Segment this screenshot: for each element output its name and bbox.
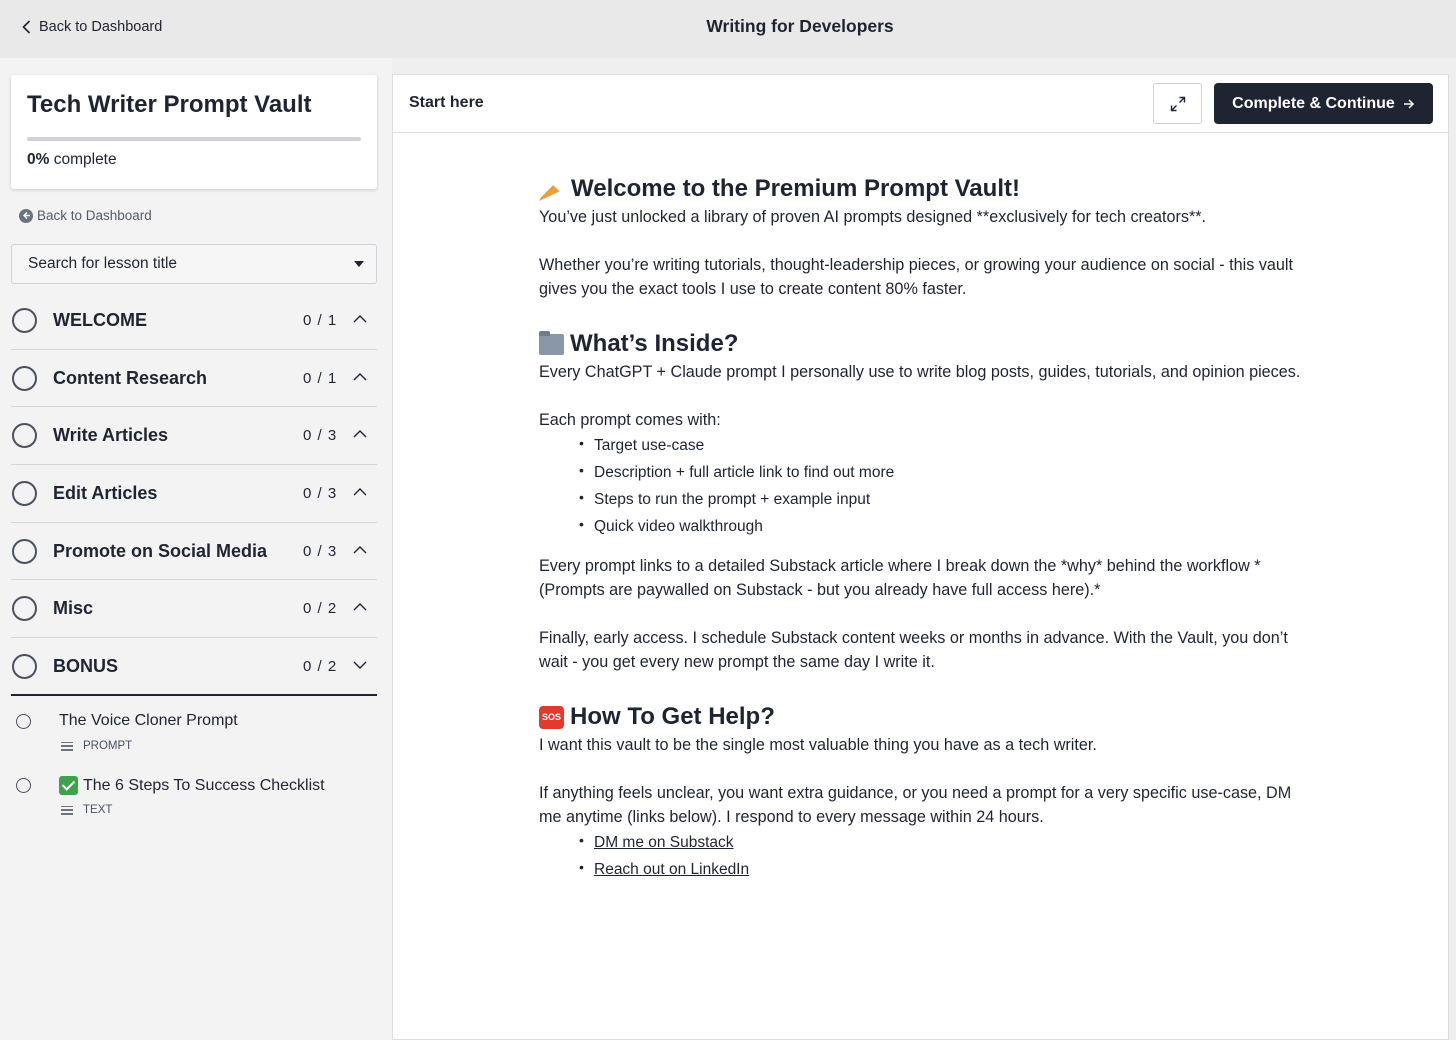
- chevron-up-icon[interactable]: [352, 601, 368, 613]
- lesson-search-placeholder: Search for lesson title: [28, 255, 178, 272]
- sos-icon: SOS: [539, 706, 564, 729]
- lesson-title: [59, 712, 238, 730]
- progress-percent: 0%: [27, 151, 50, 168]
- paragraph-intro: You’ve just unlocked a library of proven AI prompts designed **exclusively for tech creators**.: [539, 208, 1207, 226]
- chapter-count: 0 / 2: [303, 658, 338, 676]
- chapter-promote-on-social-media[interactable]: [11, 523, 377, 581]
- list-item: [579, 856, 1309, 883]
- chapter-count: 0 / 1: [303, 369, 338, 387]
- chapter-status-circle-icon: [12, 366, 37, 391]
- lesson-title-text: The 6 Steps To Success Checklist: [83, 776, 325, 794]
- heading-how-to-get-help: [539, 701, 1309, 733]
- list-item: • Steps to run the prompt + example input: [579, 486, 1309, 513]
- chapter-title: Misc: [53, 598, 94, 619]
- lesson-status-circle-icon: [16, 778, 31, 793]
- lesson-voice-cloner-prompt[interactable]: [11, 698, 377, 762]
- chapter-list: [11, 292, 377, 696]
- chapter-status-circle-icon: [12, 539, 37, 564]
- feature-list: [579, 432, 1309, 540]
- chevron-down-icon[interactable]: [352, 659, 368, 671]
- progress-text: [27, 151, 117, 169]
- check-mark-emoji-icon: [59, 776, 78, 795]
- lesson-type: [61, 740, 132, 752]
- lesson-title: [59, 776, 325, 795]
- chapter-edit-articles[interactable]: [11, 465, 377, 523]
- expand-icon: [1169, 95, 1187, 113]
- lesson-type-label: PROMPT: [83, 740, 133, 752]
- dm-substack-link[interactable]: DM me on Substack: [594, 834, 734, 851]
- chevron-up-icon[interactable]: [352, 544, 368, 556]
- chapter-misc[interactable]: [11, 580, 377, 638]
- chapter-status-circle-icon: [12, 423, 37, 448]
- lesson-list: [11, 698, 377, 826]
- paragraph-every-prompt: Every ChatGPT + Claude prompt I personally use to write blog posts, guides, tutorials, and opinion pieces.: [539, 363, 1301, 381]
- chapter-status-circle-icon: [12, 654, 37, 679]
- top-back-label: Back to Dashboard: [39, 19, 163, 35]
- chapter-title: Edit Articles: [53, 483, 158, 504]
- list-item: • Quick video walkthrough: [579, 513, 1309, 540]
- lesson-6-steps-checklist[interactable]: [11, 762, 377, 826]
- list-item: • Description + full article link to find out more: [579, 459, 1309, 486]
- paragraph-whether: Whether you’re writing tutorials, thought-leadership pieces, or growing your audience on social - this vault gives you the exact tools I use to create content 80% faster.: [539, 256, 1294, 298]
- chevron-up-icon[interactable]: [352, 486, 368, 498]
- lesson-panel: [392, 74, 1449, 1040]
- chapter-status-circle-icon: [12, 308, 37, 333]
- paragraph-each-prompt: Each prompt comes with:: [539, 411, 721, 429]
- chevron-up-icon[interactable]: [352, 313, 368, 325]
- list-item: • Target use-case: [579, 432, 1309, 459]
- heading-welcome: [539, 173, 1309, 205]
- chapter-count: 0 / 3: [303, 485, 338, 503]
- lesson-header: [393, 75, 1450, 133]
- chapter-content-research[interactable]: [11, 350, 377, 408]
- fullscreen-button[interactable]: [1153, 83, 1202, 124]
- progress-bar: [27, 137, 361, 141]
- sidebar-back-label: Back to Dashboard: [37, 208, 152, 223]
- paragraph-early-access: Finally, early access. I schedule Substack content weeks or months in advance. With the Vault, you don’t wait - you get every new prompt the same day I write it.: [539, 629, 1288, 671]
- lesson-content: [539, 173, 1309, 883]
- chapter-bonus[interactable]: [11, 638, 377, 696]
- text-lines-icon: [61, 806, 73, 815]
- lesson-type: [61, 804, 112, 816]
- heading-whats-inside: [539, 328, 1309, 360]
- paragraph-most-valuable: I want this vault to be the single most valuable thing you have as a tech writer.: [539, 736, 1097, 754]
- chevron-up-icon[interactable]: [352, 371, 368, 383]
- chapter-title: Write Articles: [53, 425, 169, 446]
- complete-button-label: Complete & Continue: [1232, 94, 1395, 112]
- progress-suffix: complete: [53, 151, 117, 168]
- list-item: [579, 829, 1309, 856]
- chapter-count: 0 / 1: [303, 312, 338, 329]
- heading-welcome-text: Welcome to the Premium Prompt Vault!: [571, 175, 1020, 202]
- chapter-title: Content Research: [53, 367, 208, 388]
- chapter-count: 0 / 3: [303, 542, 338, 560]
- linkedin-link[interactable]: Reach out on LinkedIn: [594, 861, 750, 878]
- chapter-count: 0 / 2: [303, 600, 338, 618]
- course-title: Tech Writer Prompt Vault: [27, 91, 312, 118]
- sidebar: [0, 58, 392, 1040]
- chapter-count: 0 / 3: [303, 427, 338, 445]
- folder-icon: [539, 334, 564, 355]
- lesson-status-circle-icon: [16, 714, 31, 729]
- arrow-right-icon: [1403, 99, 1415, 109]
- lesson-search-select[interactable]: [11, 244, 377, 284]
- top-bar: [0, 0, 1456, 58]
- party-popper-icon: [539, 177, 565, 201]
- help-links-list: [579, 829, 1309, 883]
- chapter-title: WELCOME: [53, 310, 147, 330]
- caret-down-icon: [354, 261, 364, 267]
- sidebar-back-to-dashboard-link[interactable]: [19, 208, 152, 223]
- current-lesson-name: Start here: [409, 94, 484, 111]
- text-lines-icon: [61, 742, 73, 751]
- chapter-title: BONUS: [53, 656, 119, 677]
- heading-help-text: How To Get Help?: [570, 703, 775, 730]
- arrow-left-circle-icon: [19, 209, 33, 223]
- chapter-title: Promote on Social Media: [53, 540, 268, 561]
- course-name: Writing for Developers: [706, 16, 894, 36]
- lesson-type-label: TEXT: [83, 804, 113, 816]
- lesson-title-text: The Voice Cloner Prompt: [59, 712, 238, 729]
- heading-whats-inside-text: What’s Inside?: [570, 330, 739, 357]
- paragraph-unclear: If anything feels unclear, you want extra guidance, or you need a prompt for a very specific use-case, DM me anytime (links below). I respond to every message within 24 hours.: [539, 784, 1292, 826]
- chapter-welcome[interactable]: [11, 292, 377, 350]
- chapter-write-articles[interactable]: [11, 407, 377, 465]
- course-progress-card: [11, 75, 377, 189]
- chapter-status-circle-icon: [12, 481, 37, 506]
- chevron-up-icon[interactable]: [352, 428, 368, 440]
- complete-and-continue-button[interactable]: [1214, 83, 1433, 124]
- chapter-status-circle-icon: [12, 596, 37, 621]
- paragraph-substack: Every prompt links to a detailed Substack article where I break down the *why* behind the workflow *(Prompts are paywalled on Substack - but you already have full access here).*: [539, 557, 1261, 599]
